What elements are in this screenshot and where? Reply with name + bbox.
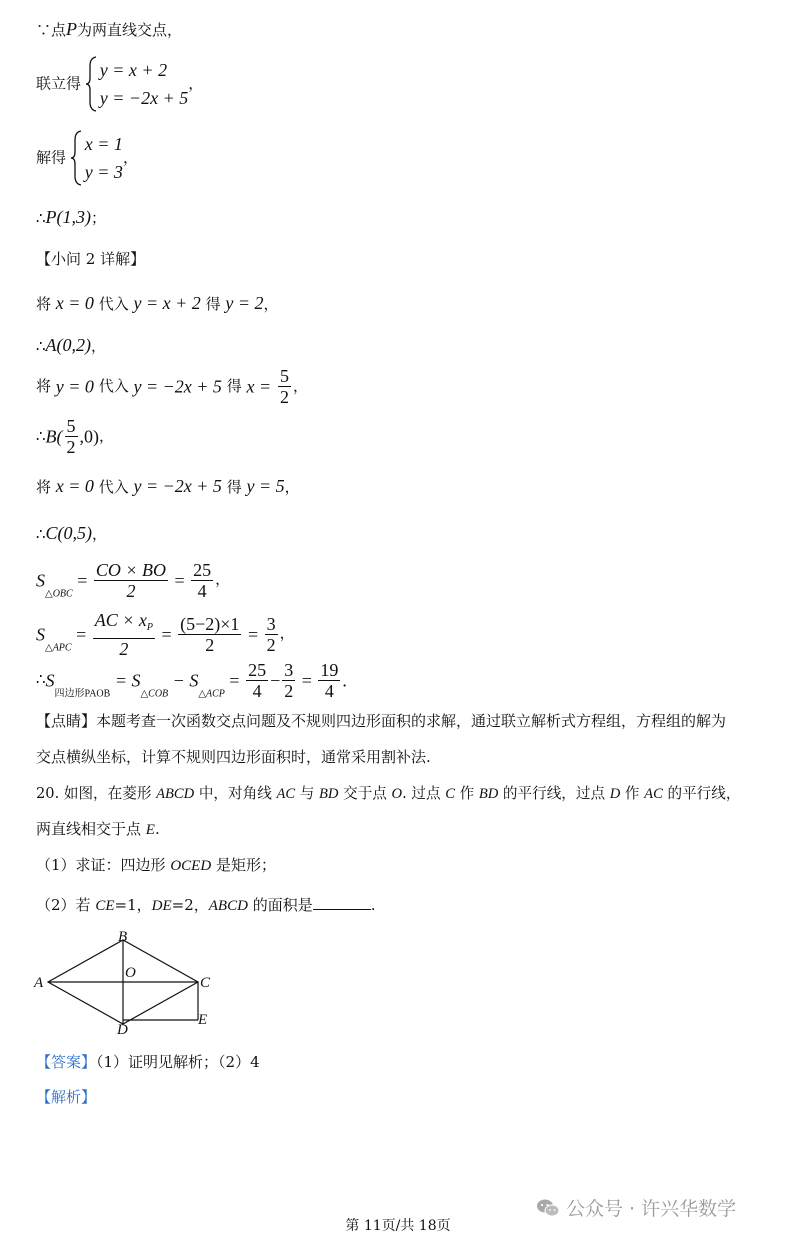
- numerator: 25: [193, 560, 212, 580]
- l19-c: 是矩形；: [215, 856, 276, 874]
- answer-label: 【答案】: [36, 1053, 97, 1071]
- sub-question-2: [36, 895, 376, 914]
- line-2: [36, 56, 203, 112]
- l19-b: OCED: [170, 858, 212, 874]
- l15-a: 【点睛】本题考查一次函数交点问题及不规则四边形面积的求解，通过联立解析式方程组，方程组的解为: [36, 712, 727, 730]
- l7-a: ∴: [36, 337, 46, 355]
- denominator: 2: [93, 638, 155, 659]
- l4-c: ；: [91, 209, 107, 227]
- l17-p: AC: [644, 786, 663, 802]
- denominator: 2: [284, 681, 294, 701]
- l12-s: S: [36, 570, 45, 591]
- l14-a: ∴: [36, 672, 46, 688]
- line-13: [36, 610, 295, 659]
- sys1-row-2: y = −2x + 5: [99, 88, 189, 108]
- label-c: C: [200, 975, 211, 991]
- l19-a: （1）求证：四边形: [36, 856, 166, 874]
- fraction: [94, 560, 168, 601]
- section-heading-q2: [36, 252, 145, 267]
- l8-d: y = −2x + 5: [133, 376, 222, 397]
- l8-e: 得: [226, 377, 242, 395]
- l14-eq2: =: [229, 670, 240, 691]
- l1-b: P: [66, 19, 78, 39]
- l6-f: y = 2: [225, 293, 264, 313]
- l14-minus: − S: [172, 670, 199, 691]
- l17-i: . 过点: [402, 785, 441, 802]
- l14-m: −: [270, 670, 281, 691]
- line-3: [36, 130, 138, 186]
- label-a: A: [34, 975, 44, 991]
- l17-e: 与: [299, 785, 315, 802]
- equation-system-1: [86, 56, 188, 112]
- l3-a: 解得: [36, 148, 67, 167]
- l17-o: 作: [624, 785, 640, 802]
- line-7: [36, 336, 106, 354]
- denominator: 2: [279, 387, 289, 407]
- label-b: B: [118, 929, 128, 945]
- numerator-sub: P: [146, 622, 153, 633]
- l13-sub: △APC: [45, 642, 72, 654]
- l17-q: 的平行线，: [667, 785, 741, 802]
- l13-eq2: =: [161, 624, 172, 645]
- l11-c: ，: [92, 525, 108, 543]
- l8-a: 将: [36, 377, 52, 395]
- l6-d: y = x + 2: [133, 293, 201, 313]
- l20-f: ABCD: [208, 898, 248, 914]
- numerator: 5: [279, 366, 289, 386]
- fraction: [318, 660, 340, 701]
- l14-s: S: [45, 670, 55, 691]
- answer-line: [36, 1055, 260, 1070]
- watermark-text: 公众号 · 许兴华数学: [566, 1198, 737, 1220]
- brace-icon: [86, 56, 98, 112]
- l6-e: 得: [205, 295, 221, 313]
- l12-end: ，: [215, 572, 231, 588]
- line-4: [36, 208, 106, 226]
- l12-eq2: =: [174, 570, 185, 591]
- line-9: [36, 416, 114, 457]
- l17-b: ABCD: [156, 786, 195, 802]
- l8-f: x =: [246, 376, 272, 397]
- sub-question-1: [36, 858, 276, 874]
- l13-eq: =: [76, 624, 87, 645]
- l4-b: P(1,3): [45, 207, 92, 227]
- l5-a: 【小问 2 详解】: [36, 250, 146, 268]
- l1-c: 为两直线交点，: [77, 21, 183, 39]
- l14-sub3: △ACP: [198, 688, 225, 700]
- l12-eq: =: [77, 570, 88, 591]
- l17-j: C: [445, 786, 455, 802]
- line-18: [36, 822, 160, 838]
- l17-a: 20. 如图，在菱形: [36, 785, 152, 802]
- l20-g: 的面积是: [252, 896, 313, 914]
- line-8: [36, 366, 308, 407]
- l20-b: CE: [95, 898, 115, 914]
- numerator: AC × x: [94, 610, 147, 630]
- l10-f: y = 5: [246, 476, 285, 496]
- l16-a: 交点横纵坐标，计算不规则四边形面积时，通常采用割补法.: [36, 748, 431, 766]
- l17-g: 交于点: [343, 785, 387, 802]
- l17-f: BD: [318, 786, 339, 802]
- l17-d: AC: [276, 786, 296, 802]
- l20-h: .: [370, 896, 376, 914]
- denominator: 2: [266, 635, 276, 655]
- l6-c: 代入: [98, 295, 129, 313]
- line-1: [36, 20, 182, 38]
- fraction: [178, 614, 241, 655]
- l10-b: x = 0: [55, 476, 94, 496]
- l13-eq3: =: [247, 624, 259, 645]
- l9-b: B(: [45, 426, 63, 447]
- analysis-heading: [36, 1090, 96, 1105]
- l13-end: ，: [279, 626, 295, 642]
- rhombus-figure: [30, 926, 220, 1038]
- denominator: 4: [246, 680, 268, 701]
- l14-sub: 四边形PAOB: [54, 688, 111, 700]
- l10-d: y = −2x + 5: [133, 476, 222, 496]
- line-12: [36, 560, 230, 601]
- line-6: [36, 294, 279, 312]
- l18-c: .: [154, 820, 160, 838]
- l20-e: =2，: [171, 896, 209, 914]
- l10-c: 代入: [98, 478, 129, 496]
- l10-g: ，: [284, 478, 300, 496]
- line-15: [36, 714, 726, 729]
- l9-a: ∴: [36, 427, 46, 445]
- l18-b: E: [145, 822, 155, 838]
- l12-sub: △OBC: [45, 588, 73, 600]
- l8-b: y = 0: [55, 376, 94, 397]
- denominator: 4: [191, 580, 213, 601]
- sys1-row-1: y = x + 2: [99, 60, 168, 80]
- l3-end: ，: [122, 148, 138, 167]
- answer-text: （1）证明见解析；（2）4: [96, 1053, 260, 1071]
- label-d: D: [117, 1022, 128, 1038]
- fraction: [191, 560, 213, 601]
- fraction: [93, 610, 155, 659]
- line-14: [36, 660, 347, 701]
- denominator: 4: [318, 680, 340, 701]
- fraction: [265, 614, 278, 655]
- denominator: 2: [94, 580, 168, 601]
- l4-a: ∴: [36, 209, 46, 227]
- l2-a: 联立得: [36, 74, 82, 93]
- label-o: O: [125, 965, 136, 981]
- l2-end: ，: [188, 74, 204, 93]
- numerator: 25: [248, 660, 267, 680]
- brace-icon: [71, 130, 83, 186]
- l6-a: 将: [36, 295, 52, 313]
- l20-d: DE: [151, 898, 172, 914]
- l17-m: 的平行线，过点: [502, 785, 606, 802]
- l7-c: ，: [91, 337, 107, 355]
- fraction: [246, 660, 268, 701]
- l1-a: ∵点: [36, 21, 67, 39]
- l17-k: 作: [459, 785, 475, 802]
- denominator: 2: [178, 634, 241, 655]
- equation-system-2: [71, 130, 123, 186]
- numerator: 5: [66, 416, 76, 436]
- l17-h: O: [391, 786, 403, 802]
- l14-end: .: [342, 670, 347, 691]
- l8-c: 代入: [98, 377, 129, 395]
- numerator: 19: [320, 660, 339, 680]
- l6-b: x = 0: [55, 293, 94, 313]
- l14-sub2: △COB: [140, 688, 169, 700]
- l14-eq: = S: [114, 670, 141, 691]
- l18-a: 两直线相交于点: [36, 820, 142, 838]
- sys2-row-1: x = 1: [84, 134, 123, 154]
- numerator: 3: [284, 660, 294, 680]
- question-20: [36, 787, 740, 802]
- numerator: 3: [266, 614, 276, 634]
- label-e: E: [198, 1012, 208, 1028]
- l9-d: ，: [99, 427, 115, 445]
- l14-eq3: =: [301, 670, 312, 691]
- l11-b: C(0,5): [45, 523, 93, 543]
- line-11: [36, 524, 107, 542]
- fraction: [278, 366, 291, 407]
- l8-g: ，: [292, 377, 308, 395]
- page-footer: 第 11页/共 18页: [345, 1218, 451, 1234]
- l20-a: （2）若: [36, 896, 91, 914]
- numerator: CO × BO: [95, 560, 167, 580]
- numerator: (5−2)×1: [180, 614, 240, 634]
- line-16: [36, 750, 431, 765]
- analysis-label: 【解析】: [36, 1088, 97, 1106]
- l6-g: ，: [263, 295, 279, 313]
- l17-n: D: [609, 786, 621, 802]
- l10-e: 得: [226, 478, 242, 496]
- line-10: [36, 477, 300, 495]
- l17-l: BD: [478, 786, 499, 802]
- fraction: [282, 660, 295, 701]
- denominator: 2: [66, 437, 76, 457]
- l17-c: 中，对角线: [198, 785, 272, 802]
- l9-c: ,0): [79, 426, 100, 447]
- l13-s: S: [36, 624, 45, 645]
- answer-blank: [313, 895, 371, 910]
- sys2-row-2: y = 3: [84, 162, 123, 182]
- l20-c: =1，: [114, 896, 152, 914]
- l10-a: 将: [36, 478, 52, 496]
- fraction: [65, 416, 78, 457]
- l11-a: ∴: [36, 525, 46, 543]
- l7-b: A(0,2): [45, 335, 92, 355]
